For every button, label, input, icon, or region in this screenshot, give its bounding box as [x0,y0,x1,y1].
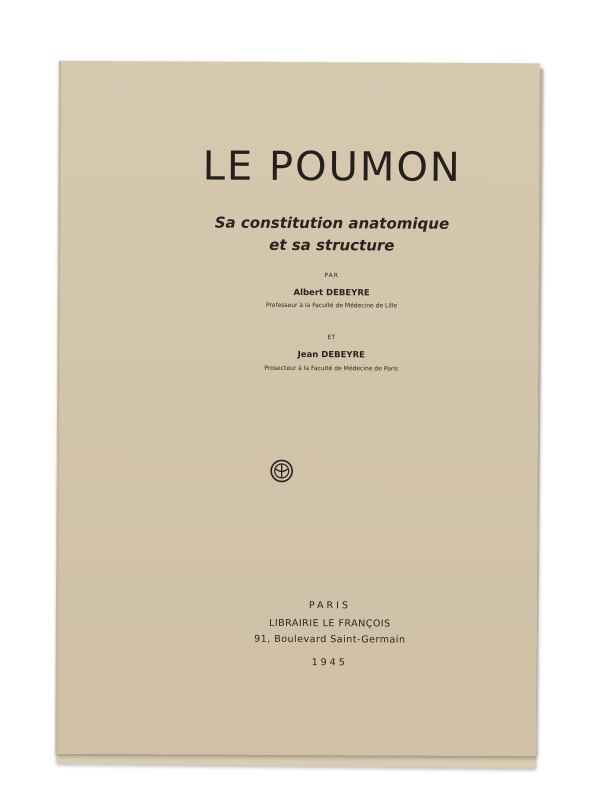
publisher-emblem-icon [270,459,294,483]
book-title: LE POUMON [202,143,462,191]
author-1-role: Professeur à la Faculté de Médecine de Lille [265,301,398,310]
author-1-name: Albert DEBEYRE [293,287,370,299]
subtitle-line-2: et sa structure [269,235,395,255]
imprint-publisher: LIBRAIRIE LE FRANÇOIS [269,617,391,630]
book-subtitle [93,211,571,258]
by-label: PAR [324,272,339,280]
author-2-name: Jean DEBEYRE [297,349,365,361]
imprint-address: 91, Boulevard Saint-Germain [254,633,406,646]
and-label: ET [327,334,336,342]
book-cover [55,61,540,757]
subtitle-line-1: Sa constitution anatomique [214,213,450,233]
imprint-city: PARIS [308,600,352,612]
author-2-role: Prosecteur à la Faculté de Médecine de Paris [264,364,399,373]
imprint-year: 1945 [311,657,348,669]
